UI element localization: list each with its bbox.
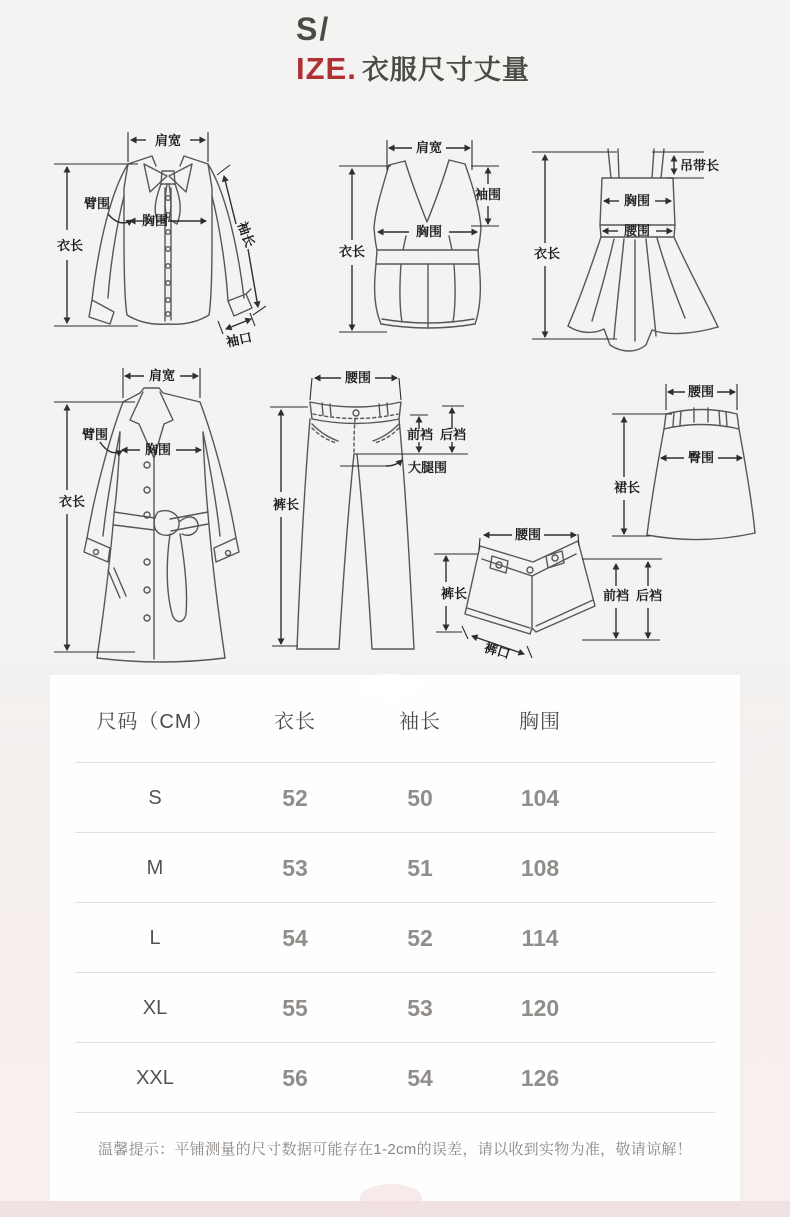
pants-back-rise-label: 后裆 <box>439 427 467 442</box>
bust-cell: 120 <box>520 994 560 1021</box>
vest-art <box>374 160 481 328</box>
blouse-diagram <box>40 118 280 358</box>
blouse-dimension-lines <box>54 132 266 334</box>
skirt-waist-label: 腰围 <box>687 384 715 399</box>
length-cell: 56 <box>282 1064 308 1091</box>
shorts-waist-label: 腰围 <box>514 527 542 542</box>
blouse-sleeve-label: 袖长 <box>234 219 258 250</box>
col-header-sleeve: 袖长 <box>399 710 441 733</box>
coat-dimension-lines <box>54 368 201 652</box>
title-main: 衣服尺寸丈量 <box>361 55 530 86</box>
coat-bust-label: 胸围 <box>144 442 172 457</box>
shorts-length-label: 裤长 <box>440 586 468 601</box>
sleeve-cell: 52 <box>407 924 433 951</box>
dress-bust-label: 胸围 <box>623 193 651 208</box>
size-cell: L <box>149 926 161 949</box>
bust-cell: 104 <box>520 784 560 811</box>
watermark-blob-bottom <box>360 1184 422 1212</box>
pants-thigh-label: 大腿围 <box>408 460 448 475</box>
col-header-length: 衣长 <box>274 710 316 733</box>
page-title <box>296 12 530 87</box>
blouse-cuff-label: 袖口 <box>224 329 254 350</box>
vest-armhole-label: 袖围 <box>474 187 502 202</box>
size-cell: XL <box>142 996 168 1019</box>
table-row <box>50 763 740 833</box>
col-header-bust: 胸围 <box>519 710 561 733</box>
size-cell: XXL <box>136 1066 174 1089</box>
measurement-disclaimer: 温馨提示：平铺测量的尺寸数据可能存在1-2cm的误差，请以收到实物为准，敬请谅解！ <box>98 1141 692 1158</box>
col-header-size: 尺码（CM） <box>96 710 214 733</box>
size-table-card <box>50 675 740 1201</box>
title-accent: IZE. <box>296 51 357 87</box>
size-cell: S <box>148 786 162 809</box>
shorts-back-rise-label: 后裆 <box>635 588 663 603</box>
table-row <box>50 1043 740 1113</box>
bust-cell: 126 <box>520 1064 560 1091</box>
bust-cell: 114 <box>521 924 559 951</box>
blouse-bust-label: 胸围 <box>141 213 169 228</box>
shorts-hem-opening-label: 裤口 <box>482 639 512 662</box>
length-cell: 54 <box>282 924 308 951</box>
blouse-length-label: 衣长 <box>56 238 84 253</box>
table-row <box>50 903 740 973</box>
shorts-art <box>465 541 595 634</box>
length-cell: 55 <box>282 994 308 1021</box>
table-row <box>50 833 740 903</box>
length-cell: 52 <box>282 784 308 811</box>
title-line1: S/ <box>296 11 331 47</box>
shorts-front-rise-label: 前裆 <box>602 588 630 603</box>
vest-bust-label: 胸围 <box>415 224 443 239</box>
bust-cell: 108 <box>520 854 560 881</box>
sleeve-cell: 51 <box>407 854 433 881</box>
sleeve-cell: 50 <box>407 784 433 811</box>
size-cell: M <box>146 856 164 879</box>
coat-shoulder-label: 肩宽 <box>148 368 176 383</box>
blouse-shoulder-label: 肩宽 <box>154 133 182 148</box>
table-row <box>50 973 740 1043</box>
pants-waist-label: 腰围 <box>344 370 372 385</box>
vest-shoulder-label: 肩宽 <box>415 140 443 155</box>
length-cell: 53 <box>282 854 308 881</box>
vest-diagram <box>325 132 525 347</box>
dress-waist-label: 腰围 <box>623 223 651 238</box>
pants-front-rise-label: 前裆 <box>406 427 434 442</box>
skirt-length-label: 裙长 <box>613 480 641 495</box>
sleeve-cell: 53 <box>407 994 433 1021</box>
dress-diagram <box>522 133 757 360</box>
dress-art <box>568 149 718 351</box>
blouse-art <box>89 156 252 324</box>
pants-length-label: 裤长 <box>272 497 300 512</box>
coat-length-label: 衣长 <box>58 494 86 509</box>
dress-length-label: 衣长 <box>533 246 561 261</box>
blouse-arm-label: 臂围 <box>83 196 111 211</box>
vest-length-label: 衣长 <box>338 244 366 259</box>
dress-strap-label: 吊带长 <box>680 158 720 173</box>
shorts-diagram <box>432 512 682 664</box>
pants-art <box>297 402 414 649</box>
watermark-blob-top <box>358 674 422 700</box>
coat-diagram <box>40 362 260 670</box>
coat-arm-label: 臂围 <box>81 427 109 442</box>
sleeve-cell: 54 <box>407 1064 433 1091</box>
skirt-hip-label: 臀围 <box>687 450 715 465</box>
